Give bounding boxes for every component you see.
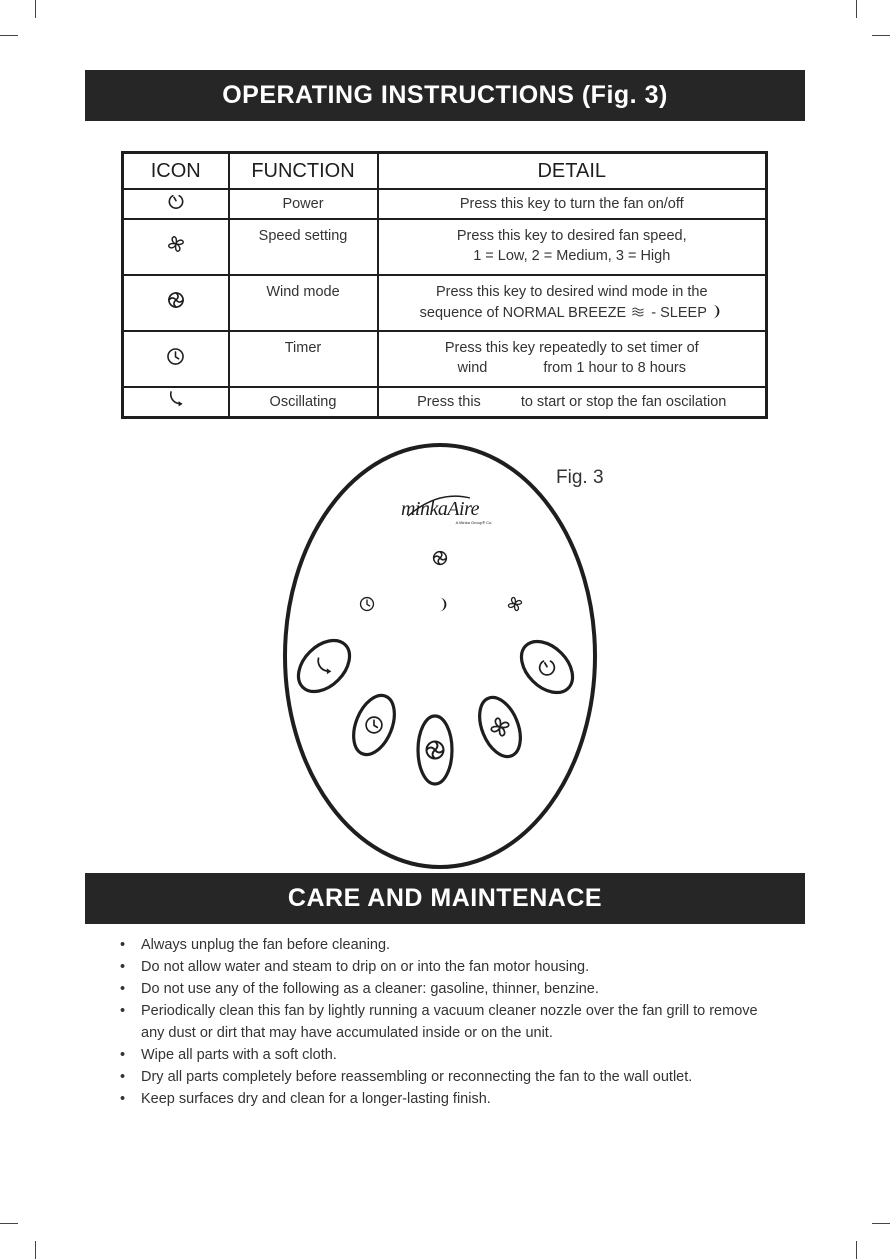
crop-mark	[35, 1241, 36, 1259]
list-item: • Dry all parts completely before reassembling or reconnecting the fan to the wall outlet.	[120, 1066, 770, 1088]
detail-line	[379, 358, 766, 378]
crop-mark	[856, 1241, 857, 1259]
brand-subtitle: A Minka Group® Co.	[455, 520, 493, 525]
figure-label: Fig. 3	[556, 467, 604, 488]
detail-text: to start or stop the fan oscilation	[520, 394, 727, 410]
table-row	[123, 331, 767, 387]
detail-cell	[378, 219, 767, 275]
detail-text: Press this	[417, 394, 481, 410]
function-cell: Timer	[229, 331, 378, 387]
list-item: • Always unplug the fan before cleaning.	[120, 934, 770, 956]
crop-mark	[872, 1223, 890, 1224]
function-cell: Wind mode	[229, 275, 378, 331]
function-cell: Power	[229, 189, 378, 219]
care-maintenance-title: CARE AND MAINTENACE	[287, 884, 603, 912]
header-icon: ICON	[123, 153, 229, 190]
timer-icon	[165, 346, 186, 367]
crop-mark	[856, 0, 857, 18]
detail-text: from 1 hour to 8 hours	[543, 360, 686, 376]
detail-cell	[378, 387, 767, 418]
detail-cell	[378, 331, 767, 387]
wind-mode-icon	[166, 290, 186, 310]
detail-cell	[378, 275, 767, 331]
crop-mark	[0, 1223, 18, 1224]
list-item: • Keep surfaces dry and clean for a longer-lasting finish.	[120, 1088, 770, 1110]
table-header-row	[123, 153, 767, 190]
crop-mark	[872, 35, 890, 36]
header-function: FUNCTION	[229, 153, 378, 190]
moon-icon	[707, 302, 724, 321]
detail-line: Press this key repeatedly to set timer of	[444, 340, 699, 356]
table-row	[123, 387, 767, 418]
list-item: • Do not allow water and steam to drip on or into the fan motor housing.	[120, 956, 770, 978]
table-row	[123, 275, 767, 331]
list-item: • Wipe all parts with a soft cloth.	[120, 1044, 770, 1066]
operating-instructions-banner	[85, 70, 805, 121]
detail-text: - SLEEP	[651, 305, 707, 321]
detail-line: 1 = Low, 2 = Medium, 3 = High	[473, 248, 671, 264]
wind-mode-button[interactable]	[418, 716, 452, 784]
operating-instructions-title: OPERATING INSTRUCTIONS (Fig. 3)	[222, 81, 668, 109]
detail-line	[379, 302, 766, 323]
list-item: • Periodically clean this fan by lightly running a vacuum cleaner nozzle over the fan grill to remove any dust or dirt that may have accumulated inside or on the unit.	[120, 1000, 770, 1044]
oscillation-icon	[166, 389, 186, 409]
crop-mark	[35, 0, 36, 18]
detail-line: Press this key to desired wind mode in the	[435, 284, 708, 300]
list-item: • Do not use any of the following as a cleaner: gasoline, thinner, benzine.	[120, 978, 770, 1000]
power-icon	[166, 191, 186, 211]
function-cell: Oscillating	[229, 387, 378, 418]
crop-mark	[0, 35, 18, 36]
table-row	[123, 219, 767, 275]
function-cell: Speed setting	[229, 219, 378, 275]
care-maintenance-banner	[85, 873, 805, 924]
control-panel-figure	[280, 440, 600, 870]
breeze-icon	[630, 305, 647, 319]
detail-text: wind	[457, 360, 488, 376]
operating-table	[121, 151, 768, 419]
fan-speed-icon	[166, 234, 186, 254]
detail-cell: Press this key to turn the fan on/off	[378, 189, 767, 219]
header-detail: DETAIL	[378, 153, 767, 190]
care-list	[120, 934, 770, 1110]
table-row	[123, 189, 767, 219]
detail-text: sequence of NORMAL BREEZE	[419, 305, 627, 321]
brand-name: minkaAire	[400, 498, 480, 520]
detail-line: Press this key to desired fan speed,	[456, 228, 687, 244]
